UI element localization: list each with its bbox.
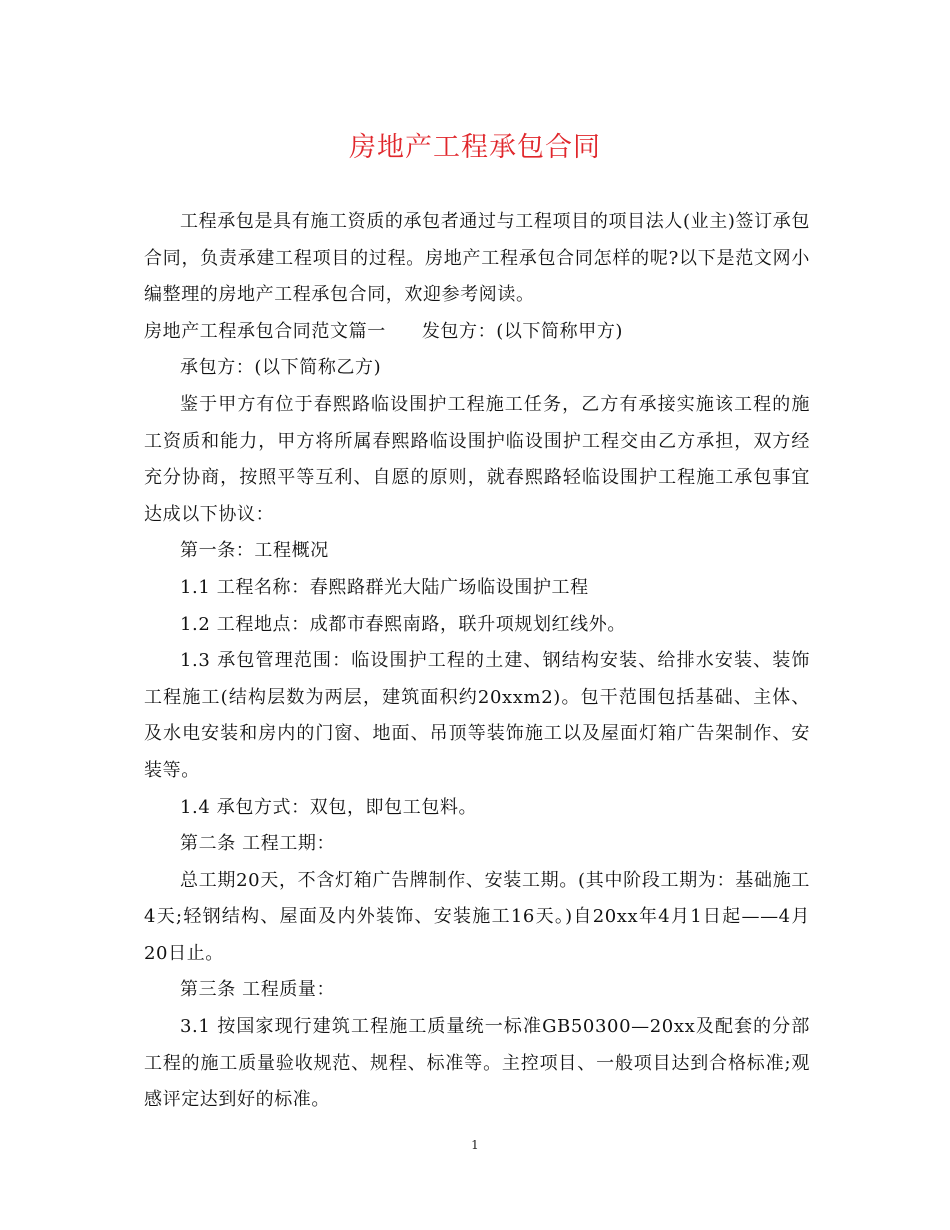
intro-paragraph: 工程承包是具有施工资质的承包者通过与工程项目的项目法人(业主)签订承包合同，负责承建工程项目的过程。房地产工程承包合同怎样的呢?以下是范文网小编整理的房地产工程承包合同，欢迎参考阅读。 xyxy=(144,211,810,306)
document-title: 房地产工程承包合同 xyxy=(349,132,601,163)
sample-heading: 房地产工程承包合同范文篇一 xyxy=(144,320,386,342)
clause-1-4: 1.4 承包方式：双包，即包工包料。 xyxy=(180,796,478,818)
recital-paragraph: 鉴于甲方有位于春熙路临设围护工程施工任务，乙方有承接实施该工程的施工资质和能力，甲方将所属春熙路临设围护临设围护工程交由乙方承担，双方经充分协商，按照平等互利、自愿的原则，就春熙路轻临设围护工程施工承包事宜达成以下协议： xyxy=(144,393,810,525)
article-2-heading: 第二条 工程工期： xyxy=(180,833,336,855)
article-1-heading: 第一条：工程概况 xyxy=(180,540,329,562)
page-number: 1 xyxy=(471,1138,479,1152)
party-b-line: 承包方：(以下简称乙方) xyxy=(180,357,382,379)
clause-1-2: 1.2 工程地点：成都市春熙南路，联升项规划红线外。 xyxy=(180,613,626,635)
document-body xyxy=(144,204,810,1119)
sample-heading-line xyxy=(144,314,810,351)
schedule-paragraph: 总工期20天，不含灯箱广告牌制作、安装工期。(其中阶段工期为：基础施工4天;轻钢结构、屋面及内外装饰、安装施工16天。)自20xx年4月1日起——4月20日止。 xyxy=(144,869,810,964)
clause-1-3: 1.3 承包管理范围：临设围护工程的土建、钢结构安装、给排水安装、装饰工程施工(结构层数为两层，建筑面积约20xxm2)。包干范围包括基础、主体、及水电安装和房内的门窗、地面、吊顶等装饰施工以及屋面灯箱广告架制作、安装等。 xyxy=(144,650,810,781)
article-3-heading: 第三条 工程质量： xyxy=(180,979,336,1001)
party-a-line: 发包方：(以下简称甲方) xyxy=(421,320,624,342)
clause-3-1: 3.1 按国家现行建筑工程施工质量统一标准GB50300—20xx及配套的分部工程的施工质量验收规范、规程、标准等。主控项目、一般项目达到合格标准;观感评定达到好的标准。 xyxy=(144,1016,810,1111)
clause-1-1: 1.1 工程名称：春熙路群光大陆广场临设围护工程 xyxy=(180,576,589,598)
